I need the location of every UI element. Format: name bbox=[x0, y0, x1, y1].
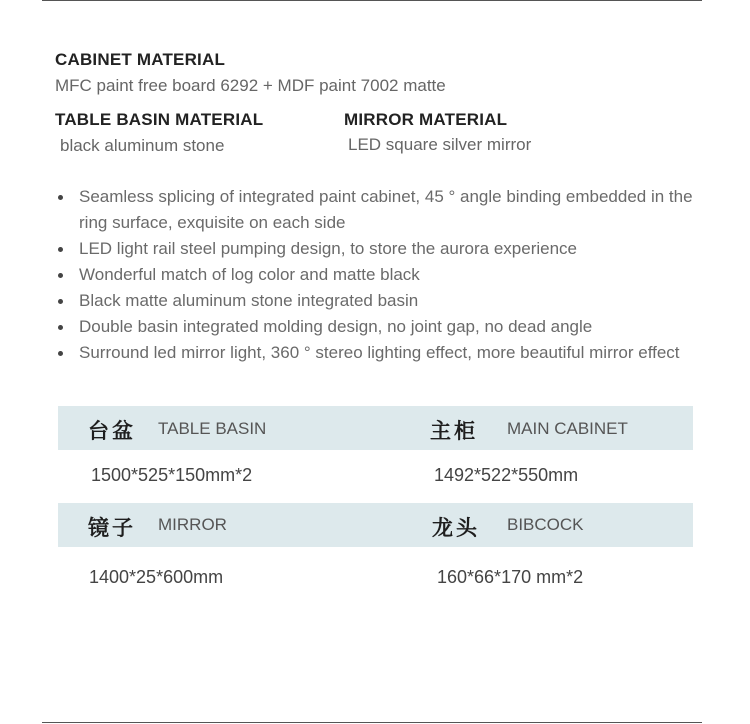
feature-text: Double basin integrated molding design, no joint gap, no dead angle bbox=[79, 317, 593, 336]
feature-text: Surround led mirror light, 360 ° stereo lighting effect, more beautiful mirror effect bbox=[79, 343, 680, 362]
table-basin-material-value: black aluminum stone bbox=[60, 136, 225, 155]
bullet-icon bbox=[58, 195, 63, 200]
spec-header-band-2 bbox=[58, 503, 693, 547]
table-basin-material-heading: TABLE BASIN MATERIAL bbox=[55, 110, 264, 129]
bullet-icon bbox=[58, 325, 63, 330]
mirror-cn-label: 镜子 bbox=[88, 516, 136, 540]
cabinet-material-value: MFC paint free board 6292 + MDF paint 7002 matte bbox=[55, 76, 446, 95]
table-basin-cn-label: 台盆 bbox=[88, 419, 136, 443]
main-cabinet-cn-label: 主柜 bbox=[430, 419, 478, 443]
main-cabinet-dimensions: 1492*522*550mm bbox=[434, 465, 579, 485]
mirror-dimensions: 1400*25*600mm bbox=[89, 567, 224, 587]
bullet-icon bbox=[58, 273, 63, 278]
feature-text: LED light rail steel pumping design, to store the aurora experience bbox=[79, 239, 578, 258]
feature-list bbox=[58, 184, 718, 366]
bottom-divider bbox=[42, 722, 702, 723]
bibcock-cn-label: 龙头 bbox=[432, 516, 480, 540]
feature-text: Black matte aluminum stone integrated basin bbox=[79, 291, 419, 310]
mirror-en-label: MIRROR bbox=[158, 515, 227, 534]
bibcock-dimensions: 160*66*170 mm*2 bbox=[437, 567, 584, 587]
main-cabinet-en-label: MAIN CABINET bbox=[507, 419, 628, 438]
feature-item bbox=[58, 236, 718, 262]
top-divider bbox=[42, 0, 702, 1]
table-basin-en-label: TABLE BASIN bbox=[158, 419, 267, 438]
feature-item bbox=[58, 288, 718, 314]
cabinet-material-heading: CABINET MATERIAL bbox=[55, 50, 226, 69]
table-basin-dimensions: 1500*525*150mm*2 bbox=[91, 465, 253, 485]
bibcock-en-label: BIBCOCK bbox=[507, 515, 584, 534]
mirror-material-heading: MIRROR MATERIAL bbox=[344, 110, 508, 129]
bullet-icon bbox=[58, 247, 63, 252]
feature-item bbox=[58, 262, 718, 288]
feature-text: Seamless splicing of integrated paint cabinet, 45 ° angle binding embedded in the ring surface, exquisite on each side bbox=[79, 187, 693, 232]
bullet-icon bbox=[58, 299, 63, 304]
feature-item bbox=[58, 340, 718, 366]
feature-item bbox=[58, 314, 718, 340]
feature-item bbox=[58, 184, 718, 236]
bullet-icon bbox=[58, 351, 63, 356]
feature-text: Wonderful match of log color and matte black bbox=[79, 265, 420, 284]
mirror-material-value: LED square silver mirror bbox=[348, 135, 532, 154]
